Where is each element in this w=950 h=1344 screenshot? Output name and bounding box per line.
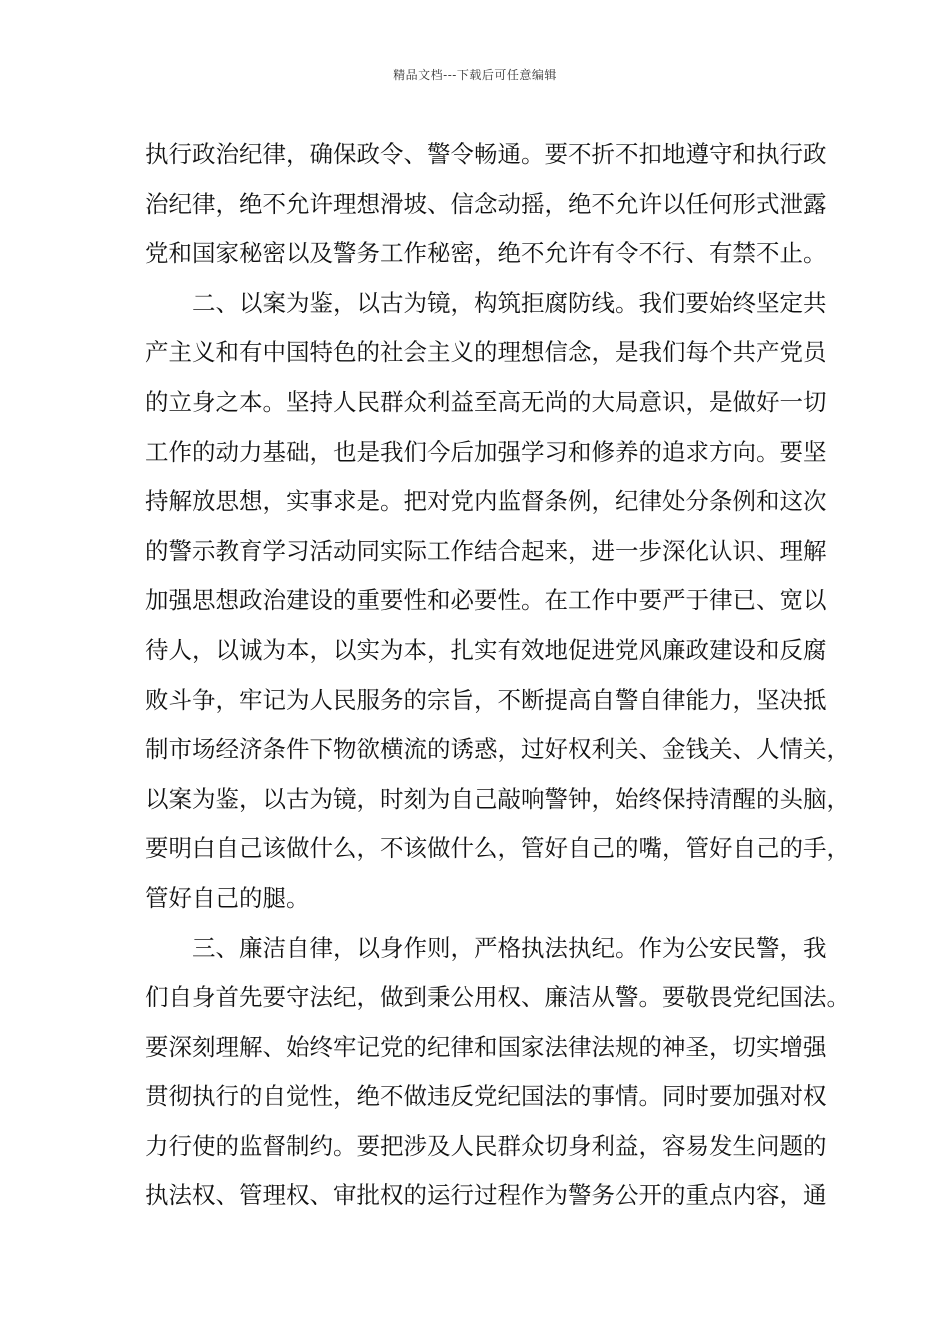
text-line: 败斗争，牢记为人民服务的宗旨，不断提高自警自律能力，坚决抵 bbox=[145, 685, 827, 714]
text-line: 待人，以诚为本，以实为本，扎实有效地促进党风廉政建设和反腐 bbox=[145, 635, 827, 664]
header-note: 精品文档---下载后可任意编辑 bbox=[393, 68, 557, 82]
text-line: 力行使的监督制约。要把涉及人民群众切身利益，容易发生问题的 bbox=[145, 1131, 827, 1160]
text-line: 们自身首先要守法纪，做到秉公用权、廉洁从警。要敬畏党纪国法。 bbox=[145, 983, 850, 1012]
text-line: 以案为鉴，以古为镜，时刻为自己敲响警钟，始终保持清醒的头脑， bbox=[145, 784, 850, 813]
text-line: 产主义和有中国特色的社会主义的理想信念，是我们每个共产党员 bbox=[145, 338, 827, 367]
text-line: 二、以案为鉴，以古为镜，构筑拒腐防线。我们要始终坚定共 bbox=[192, 288, 827, 317]
text-line: 管好自己的腿。 bbox=[145, 883, 310, 912]
text-line: 执行政治纪律，确保政令、警令畅通。要不折不扣地遵守和执行政 bbox=[145, 140, 827, 168]
text-line: 执法权、管理权、审批权的运行过程作为警务公开的重点内容，通 bbox=[145, 1181, 827, 1210]
text-line: 的立身之本。坚持人民群众利益至高无尚的大局意识，是做好一切 bbox=[145, 387, 827, 416]
text-line: 贯彻执行的自觉性，绝不做违反党纪国法的事情。同时要加强对权 bbox=[145, 1082, 827, 1111]
text-line: 制市场经济条件下物欲横流的诱惑，过好权利关、金钱关、人情关， bbox=[145, 735, 850, 764]
text-line: 的警示教育学习活动同实际工作结合起来，进一步深化认识、理解 bbox=[145, 536, 827, 565]
text-line: 持解放思想，实事求是。把对党内监督条例，纪律处分条例和这次 bbox=[145, 487, 827, 516]
document-body bbox=[145, 130, 850, 1221]
text-line: 党和国家秘密以及警务工作秘密，绝不允许有令不行、有禁不止。 bbox=[145, 239, 827, 268]
text-line: 要深刻理解、始终牢记党的纪律和国家法律法规的神圣，切实增强 bbox=[145, 1032, 827, 1061]
text-line: 工作的动力基础，也是我们今后加强学习和修养的追求方向。要坚 bbox=[145, 437, 827, 466]
text-line: 加强思想政治建设的重要性和必要性。在工作中要严于律已、宽以 bbox=[145, 586, 827, 615]
text-line: 要明白自己该做什么，不该做什么，管好自己的嘴，管好自己的手， bbox=[145, 834, 850, 863]
text-line: 三、廉洁自律，以身作则，严格执法执纪。作为公安民警，我 bbox=[192, 933, 827, 962]
text-line: 治纪律，绝不允许理想滑坡、信念动摇，绝不允许以任何形式泄露 bbox=[145, 189, 827, 218]
